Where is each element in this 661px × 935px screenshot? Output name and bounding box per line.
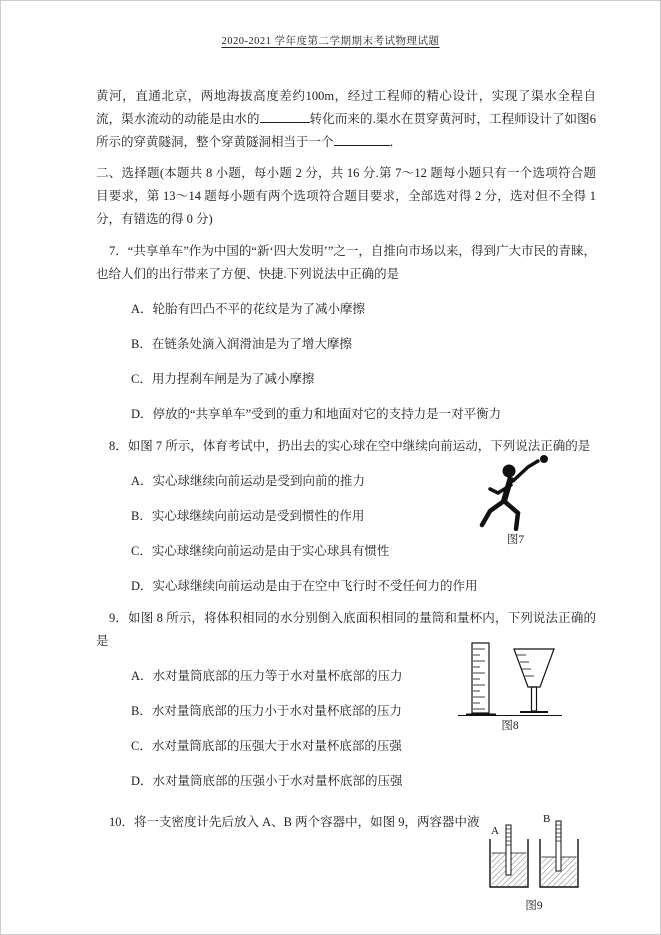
section-ii-heading: 二、选择题(本题共 8 小题，每小题 2 分，共 16 分.第 7～12 题每小题只有一个选项符合题目要求，第 13～14 题每小题有两个选项符合题目要求，全部选对得 2 分，选对但不全得 1 分，有错选的得 0 分)	[96, 166, 596, 226]
question-9-option-a: A．水对量筒底部的压力等于水对量杯底部的压力	[131, 669, 403, 683]
question-7-text: “共享单车”作为中国的“新‘四大发明’”之一，自推向市场以来，得到广大市民的青睐，也给人们的出行带来了方便、快捷.下列说法中正确的是	[96, 244, 596, 281]
question-8-option-b: B．实心球继续向前运动是受到惯性的作用	[131, 509, 365, 523]
question-8-option-d: D．实心球继续向前运动是由于在空中飞行时不受任何力的作用	[131, 579, 478, 593]
question-8-text: 如图 7 所示，体育考试中，扔出去的实心球在空中继续向前运动，下列说法正确的是	[127, 439, 591, 453]
question-7-option-a: A．轮胎有凹凸不平的花纹是为了减小摩擦	[131, 302, 366, 316]
question-9-option-b: B．水对量筒底部的压力小于水对量杯底部的压力	[131, 704, 402, 718]
figure-9-caption: 图9	[525, 900, 543, 912]
question-8-option-c: C．实心球继续向前运动是由于实心球具有惯性	[131, 544, 390, 558]
blank-underline-1	[260, 110, 310, 123]
fill-in-question	[96, 85, 596, 154]
figure-8-caption: 图8	[501, 720, 519, 732]
cylinder-and-cup-icon	[452, 637, 568, 717]
figure-7-caption: 图7	[506, 534, 525, 546]
question-7-number: 7．	[109, 244, 128, 258]
question-9-text: 如图 8 所示，将体积相同的水分别倒入底面积相同的量筒和量杯内，下列说法正确的是	[96, 611, 596, 648]
container-label-a: A	[491, 825, 499, 837]
container-label-b: B	[543, 813, 551, 825]
question-8-number: 8．	[109, 439, 128, 453]
page-header-title: 2020-2021 学年度第二学期期末考试物理试题	[221, 36, 440, 47]
fill-in-text-3: ．	[389, 135, 403, 149]
question-9-option-d: D．水对量筒底部的压强小于水对量杯底部的压强	[131, 774, 403, 788]
figure-7	[463, 449, 568, 548]
question-10-number: 10．	[109, 815, 135, 829]
question-7	[96, 240, 596, 426]
question-9-number: 9．	[109, 611, 129, 625]
blank-underline-2	[334, 133, 390, 146]
question-7-option-c: C．用力捏刹车闸是为了减小摩擦	[131, 372, 315, 386]
fill-in-text-2: 转化而来的.渠水在贯穿黄河时，工程师设计了如图6所示的穿黄隧洞，整个穿黄隧洞相当于一个	[96, 112, 596, 149]
question-8-option-a: A．实心球继续向前运动是受到向前的推力	[131, 474, 366, 488]
figure-9	[483, 813, 585, 914]
question-7-stem	[96, 240, 596, 286]
ball-thrower-icon	[466, 449, 566, 531]
figure-8	[451, 637, 569, 734]
question-7-option-d: D．停放的“共享单车”受到的重力和地面对它的支持力是一对平衡力	[131, 407, 502, 421]
question-10-text: 将一支密度计先后放入 A、B 两个容器中，如图 9，两容器中液	[134, 815, 480, 829]
question-7-option-b: B．在链条处滴入润滑油是为了增大摩擦	[131, 337, 352, 351]
question-9-option-c: C．水对量筒底部的压强大于水对量杯底部的压强	[131, 739, 402, 753]
density-meter-containers-icon	[484, 813, 584, 897]
fill-in-text-1: 黄河，直通北京，两地海拔高度差约100m，经过工程师的精心设计，实现了渠水全程自流，渠水流动的动能是由水的	[96, 89, 596, 126]
